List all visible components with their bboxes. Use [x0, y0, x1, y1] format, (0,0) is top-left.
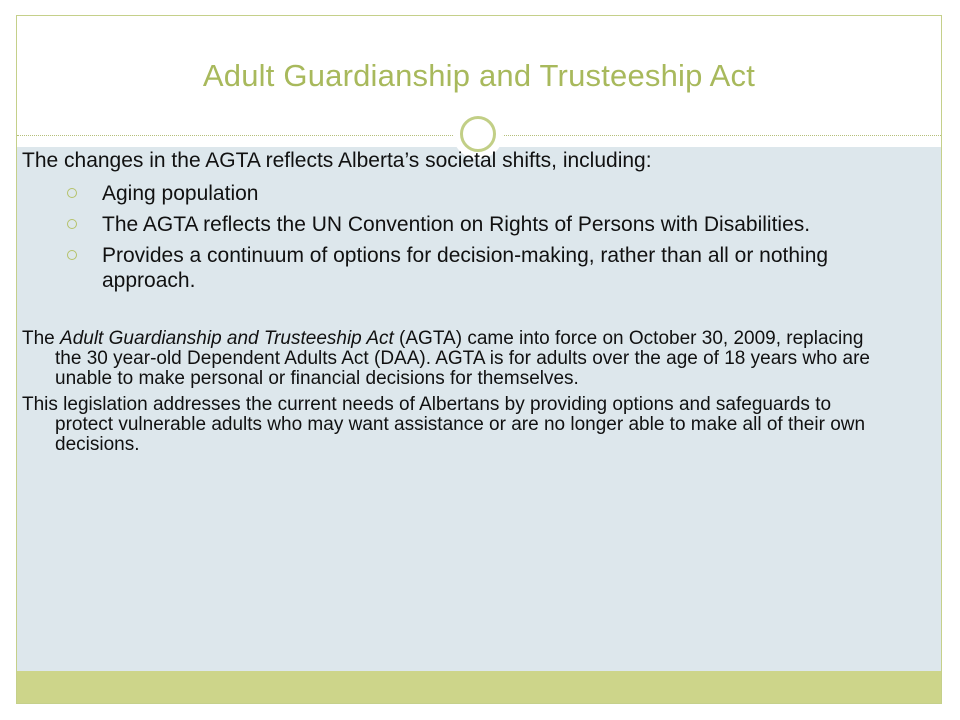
bullet-item [22, 212, 892, 237]
agta-prefix: The [22, 328, 61, 349]
act-name: Adult Guardianship and Trusteeship Act [60, 328, 394, 349]
slide-content [22, 148, 892, 461]
bullet-text: Aging population [102, 182, 259, 205]
footer-bar [17, 671, 941, 703]
spacer [22, 299, 892, 329]
bullet-text: Provides a continuum of options for decision-making, rather than all or nothing approach. [102, 244, 829, 292]
ring-ornament-inner [460, 116, 496, 152]
bullet-item [22, 181, 892, 206]
slide-title: Adult Guardianship and Trusteeship Act [202, 58, 756, 93]
bullet-text: The AGTA reflects the UN Convention on Rights of Persons with Disabilities. [102, 213, 811, 236]
intro-paragraph: The changes in the AGTA reflects Alberta’s societal shifts, including: [22, 149, 652, 172]
agta-description: (AGTA) came into force on October 30, 2009, replacing the 30 year-old Dependent Adults Act (DAA). AGTA is for adults over the age of 18 years who are unable to make personal or financial decisions for themselves. [55, 328, 870, 389]
hollow-circle-icon [67, 250, 77, 260]
bullet-item [22, 243, 892, 293]
hollow-circle-icon [67, 219, 77, 229]
bullet-list [22, 181, 892, 293]
legislation-paragraph: This legislation addresses the current needs of Albertans by providing options and safeguards to protect vulnerable adults who may want assistance or are no longer able to make all of their own decisions. [22, 394, 866, 455]
agta-paragraph [22, 329, 892, 389]
hollow-circle-icon [67, 188, 77, 198]
